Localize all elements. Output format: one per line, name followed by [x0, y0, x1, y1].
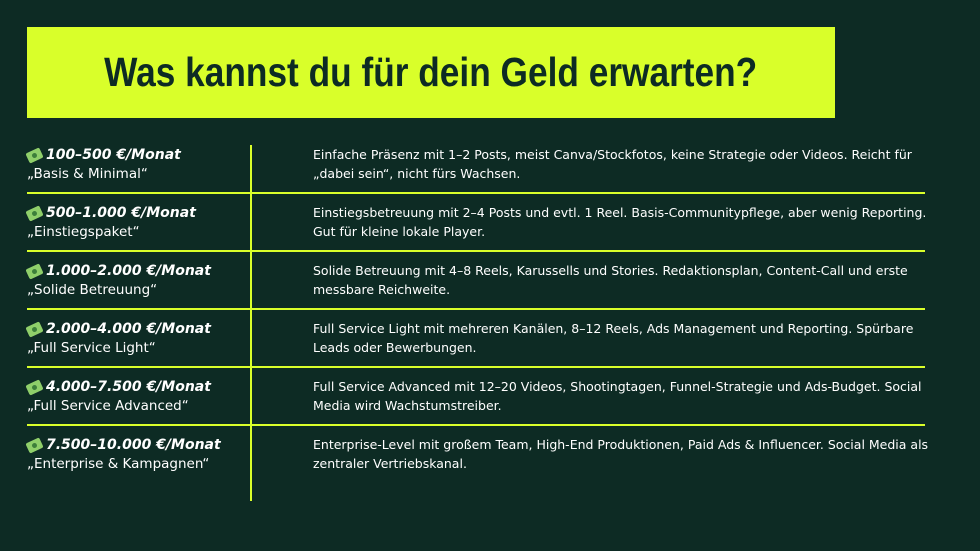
description-cell: Einstiegsbetreuung mit 2–4 Posts und evtl. 1 Reel. Basis-Communitypflege, aber wenig Reporting. Gut für kleine lokale Player. — [313, 205, 927, 239]
price-label — [27, 146, 272, 164]
price-label — [27, 320, 272, 338]
money-with-wings-icon — [25, 147, 43, 163]
description-cell: Solide Betreuung mit 4–8 Reels, Karussells und Stories. Redaktionsplan, Content-Call und erste messbare Reichweite. — [313, 263, 908, 297]
price-label — [27, 436, 272, 454]
money-with-wings-icon — [25, 437, 43, 453]
page-title: Was kannst du für dein Geld erwarten? — [104, 49, 758, 95]
price-cell — [27, 262, 272, 300]
description-cell: Full Service Advanced mit 12–20 Videos, Shootingtagen, Funnel-Strategie und Ads-Budget. Social Media wird Wachstumstreiber. — [313, 379, 922, 413]
price-range: 2.000–4.000 €/Monat — [46, 321, 211, 337]
price-range: 100–500 €/Monat — [46, 147, 181, 163]
money-with-wings-icon — [25, 379, 43, 395]
price-label — [27, 204, 272, 222]
tier-name: „Einstiegspaket“ — [27, 224, 140, 240]
table-row — [27, 368, 925, 426]
table-row — [27, 136, 925, 194]
money-with-wings-icon — [25, 321, 43, 337]
price-cell — [27, 436, 272, 474]
money-with-wings-icon — [25, 205, 43, 221]
tier-name: „Basis & Minimal“ — [27, 166, 148, 182]
table-row — [27, 194, 925, 252]
table-row — [27, 252, 925, 310]
title-banner — [27, 27, 835, 118]
tier-name: „Full Service Light“ — [27, 340, 156, 356]
price-cell — [27, 146, 272, 184]
price-range: 500–1.000 €/Monat — [46, 205, 196, 221]
price-cell — [27, 320, 272, 358]
money-with-wings-icon — [25, 263, 43, 279]
price-cell — [27, 204, 272, 242]
tier-name: „Full Service Advanced“ — [27, 398, 189, 414]
price-label — [27, 378, 272, 396]
price-cell — [27, 378, 272, 416]
description-cell: Full Service Light mit mehreren Kanälen, 8–12 Reels, Ads Management und Reporting. Spürbare Leads oder Bewerbungen. — [313, 321, 914, 355]
price-range: 4.000–7.500 €/Monat — [46, 379, 211, 395]
price-range: 7.500–10.000 €/Monat — [46, 437, 221, 453]
table-row — [27, 426, 929, 496]
tier-name: „Solide Betreuung“ — [27, 282, 158, 298]
pricing-table — [27, 136, 929, 496]
price-range: 1.000–2.000 €/Monat — [46, 263, 211, 279]
price-label — [27, 262, 272, 280]
description-cell: Einfache Präsenz mit 1–2 Posts, meist Canva/Stockfotos, keine Strategie oder Videos. Reicht für „dabei sein“, nicht fürs Wachsen. — [313, 147, 912, 181]
tier-name: „Enterprise & Kampagnen“ — [27, 456, 210, 472]
description-cell: Enterprise-Level mit großem Team, High-End Produktionen, Paid Ads & Influencer. Social Media als zentraler Vertriebskanal. — [313, 437, 929, 471]
table-row — [27, 310, 925, 368]
